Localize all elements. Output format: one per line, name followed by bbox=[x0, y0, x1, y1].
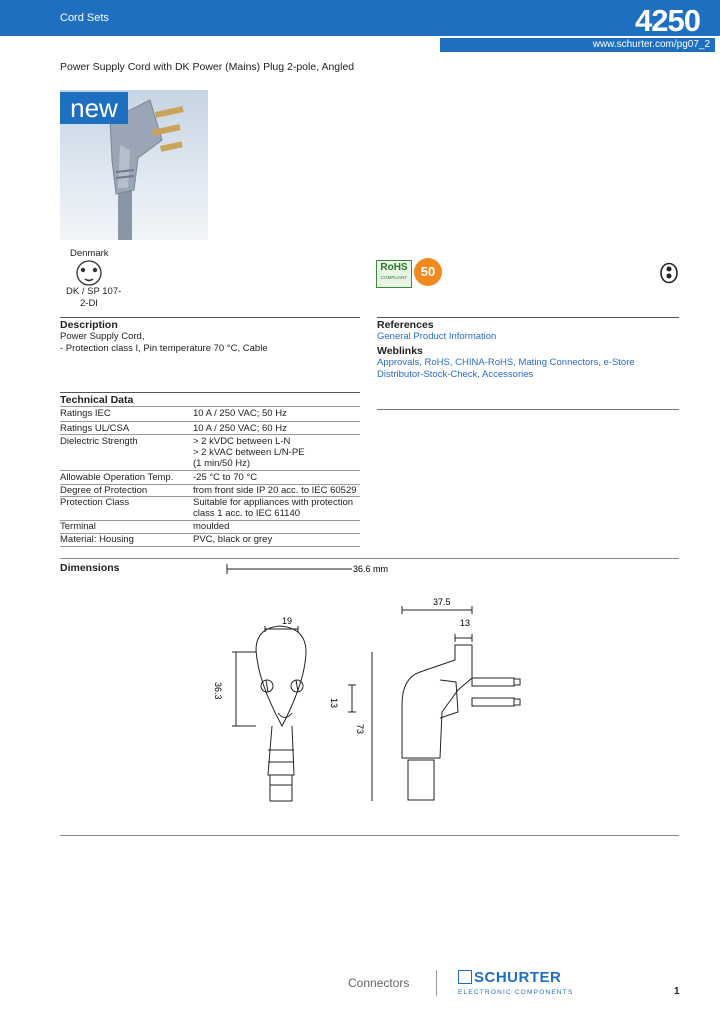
china-rohs-logo[interactable]: 50 bbox=[414, 258, 442, 286]
tech-value: (1 min/50 Hz) bbox=[193, 458, 251, 469]
bottom-rule bbox=[60, 835, 679, 836]
product-url-link[interactable]: www.schurter.com/pg07_2 bbox=[440, 38, 715, 52]
dim-19-label: 19 bbox=[282, 616, 293, 626]
footer-divider bbox=[436, 970, 437, 996]
standard-line2: 2-DI bbox=[80, 298, 98, 309]
dim-73-label: 73 bbox=[355, 724, 365, 735]
technical-rule bbox=[60, 392, 360, 393]
dimensions-heading: Dimensions bbox=[60, 562, 120, 574]
weblinks-line-1[interactable]: Approvals, RoHS, CHINA-RoHS, Mating Connectors, e-Store bbox=[377, 357, 635, 368]
footer-brand: SCHURTER bbox=[474, 969, 562, 986]
references-rule bbox=[377, 317, 679, 318]
schurter-logo-icon bbox=[458, 970, 472, 984]
page-number: 1 bbox=[674, 986, 680, 997]
tech-label: Dielectric Strength bbox=[60, 436, 138, 447]
tech-row-rule bbox=[60, 546, 360, 547]
tech-value: PVC, black or grey bbox=[193, 534, 273, 545]
tech-value: -25 °C to 70 °C bbox=[193, 472, 258, 483]
dimension-drawing bbox=[0, 560, 720, 830]
tech-label: Material: Housing bbox=[60, 534, 134, 545]
category-title: Cord Sets bbox=[60, 12, 109, 24]
tech-row-rule bbox=[60, 421, 360, 422]
tech-label: Ratings UL/CSA bbox=[60, 423, 130, 434]
tech-row-rule bbox=[60, 434, 360, 435]
description-heading: Description bbox=[60, 319, 118, 331]
tech-value: class 1 acc. to IEC 61140 bbox=[193, 508, 301, 519]
tech-value: moulded bbox=[193, 521, 230, 532]
tech-row-rule bbox=[60, 470, 360, 471]
tech-value: Suitable for appliances with protection bbox=[193, 497, 354, 508]
description-rule bbox=[60, 317, 360, 318]
tech-value: 10 A / 250 VAC; 50 Hz bbox=[193, 408, 287, 419]
tech-label: Terminal bbox=[60, 521, 96, 532]
page-subtitle: Power Supply Cord with DK Power (Mains) Plug 2-pole, Angled bbox=[60, 61, 355, 73]
description-line-1: Power Supply Cord, bbox=[60, 331, 145, 342]
tech-label: Protection Class bbox=[60, 497, 130, 508]
rohs-logo[interactable]: RoHS COMPLIANT bbox=[376, 260, 412, 288]
weblinks-heading: Weblinks bbox=[377, 345, 423, 357]
footer-connectors: Connectors bbox=[348, 976, 410, 990]
tech-label: Ratings IEC bbox=[60, 408, 111, 419]
tech-value: from front side IP 20 acc. to IEC 60529 bbox=[193, 485, 357, 496]
dimensions-rule bbox=[60, 558, 679, 559]
dim-13h-label: 13 bbox=[460, 618, 471, 628]
tech-row-rule bbox=[60, 406, 360, 407]
tech-label: Degree of Protection bbox=[60, 485, 148, 496]
dim-375-label: 37.5 bbox=[433, 597, 451, 607]
dk-approval-icon bbox=[659, 262, 679, 289]
right-rule bbox=[377, 409, 679, 410]
tech-value: > 2 kVAC between L/N-PE bbox=[193, 447, 305, 458]
footer-brand-sub: ELECTRONIC COMPONENTS bbox=[458, 989, 574, 996]
scale-label: 36.6 mm bbox=[353, 564, 389, 574]
tech-value: 10 A / 250 VAC; 60 Hz bbox=[193, 423, 287, 434]
general-product-info-link[interactable]: General Product Information bbox=[377, 331, 497, 342]
description-line-2: - Protection class I, Pin temperature 70 °C, Cable bbox=[60, 343, 268, 354]
technical-heading: Technical Data bbox=[60, 394, 134, 406]
dim-363-label: 36.3 bbox=[213, 682, 223, 700]
tech-value: > 2 kVDC between L-N bbox=[193, 436, 291, 447]
product-number: 4250 bbox=[635, 3, 700, 38]
weblinks-line-2[interactable]: Distributor-Stock-Check, Accessories bbox=[377, 369, 534, 380]
references-heading: References bbox=[377, 319, 434, 331]
country-label: Denmark bbox=[70, 248, 109, 259]
tech-label: Allowable Operation Temp. bbox=[60, 472, 174, 483]
new-badge: new bbox=[60, 92, 128, 124]
dim-13v-label: 13 bbox=[329, 698, 339, 709]
standard-line1: DK / SP 107- bbox=[66, 286, 122, 297]
